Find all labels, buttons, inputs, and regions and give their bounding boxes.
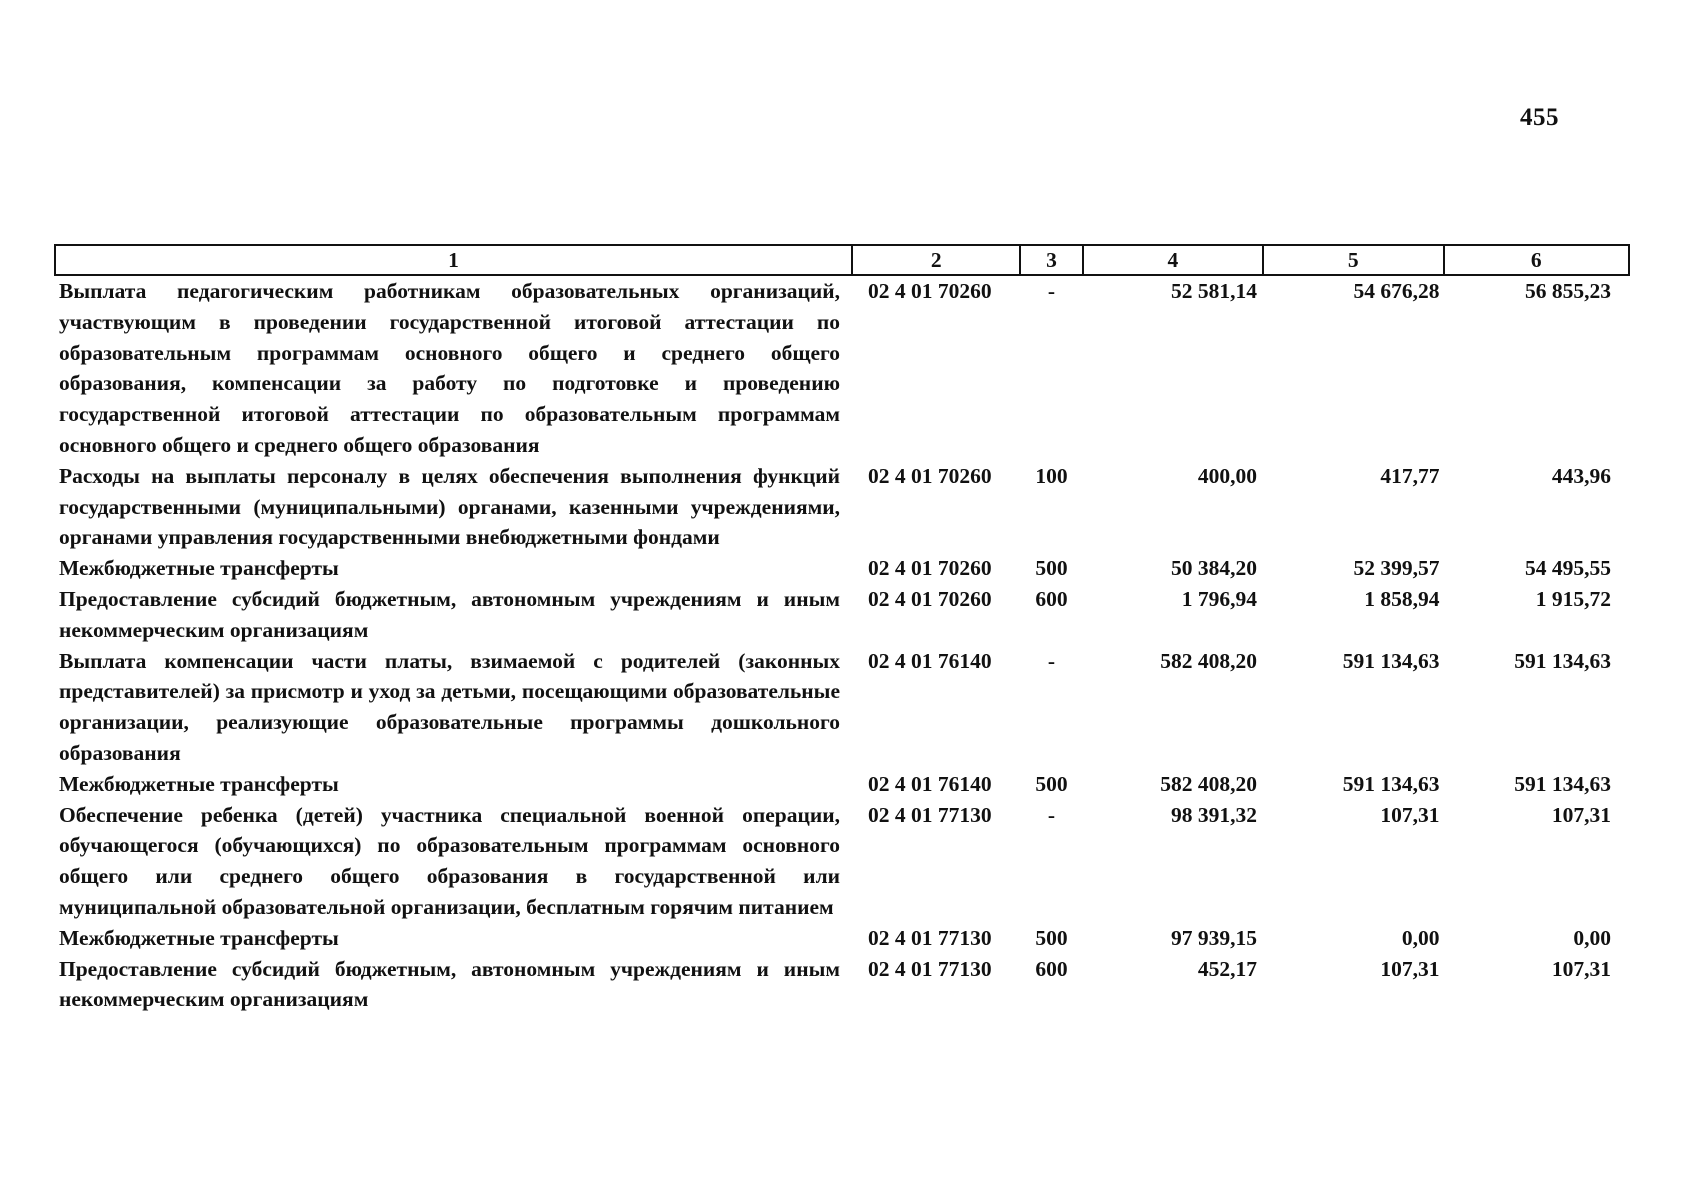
row-value-col5: 417,77 — [1380, 463, 1440, 488]
row-code: 02 4 01 76140 — [868, 771, 992, 796]
row-value-col4: 1 796,94 — [1181, 586, 1258, 611]
table-row — [55, 275, 1629, 461]
row-value-col5: 52 399,57 — [1353, 556, 1440, 581]
row-name: Межбюджетные трансферты — [59, 771, 339, 796]
row-value-col4: 97 939,15 — [1171, 925, 1258, 950]
row-value-col5: 591 134,63 — [1342, 648, 1440, 673]
row-name: Предоставление субсидий бюджетным, автономным учреждениям и иным некоммерческим организациям — [59, 956, 841, 1012]
column-header-5: 5 — [1263, 245, 1443, 275]
row-code: 02 4 01 77130 — [868, 802, 992, 827]
row-value-col6: 107,31 — [1551, 802, 1611, 827]
table-row — [55, 646, 1629, 769]
row-type: 100 — [1035, 463, 1068, 488]
row-value-col6: 107,31 — [1551, 956, 1611, 981]
row-value-col4: 50 384,20 — [1171, 556, 1258, 581]
row-value-col4: 582 408,20 — [1160, 771, 1258, 796]
row-value-col5: 0,00 — [1401, 925, 1440, 950]
row-value-col6: 443,96 — [1551, 463, 1611, 488]
row-name: Выплата педагогическим работникам образовательных организаций, участвующим в проведении государственной итоговой аттестации по образовательным программам основного общего и среднего общего образования, компенсации за работу по подготовке и проведению государственной итоговой аттестации по образовательным программам основного общего и среднего общего образования — [59, 279, 841, 457]
table-row — [55, 769, 1629, 800]
row-value-col5: 1 858,94 — [1364, 586, 1440, 611]
row-type: 500 — [1035, 556, 1068, 581]
row-name: Межбюджетные трансферты — [59, 925, 339, 950]
row-type: - — [1047, 279, 1056, 303]
column-header-4: 4 — [1083, 245, 1263, 275]
column-header-1: 1 — [55, 245, 852, 275]
row-name: Расходы на выплаты персоналу в целях обеспечения выполнения функций государственными (муниципальными) органами, казенными учреждениями, органами управления государственными внебюджетными фондами — [59, 463, 841, 550]
row-value-col6: 54 495,55 — [1525, 556, 1611, 581]
column-header-2: 2 — [852, 245, 1020, 275]
column-header-3: 3 — [1020, 245, 1082, 275]
row-code: 02 4 01 70260 — [868, 463, 992, 488]
row-value-col4: 582 408,20 — [1160, 648, 1258, 673]
row-code: 02 4 01 77130 — [868, 925, 992, 950]
row-type: - — [1047, 802, 1056, 827]
row-name: Предоставление субсидий бюджетным, автономным учреждениям и иным некоммерческим организациям — [59, 586, 841, 642]
row-name: Межбюджетные трансферты — [59, 556, 339, 581]
row-value-col6: 56 855,23 — [1525, 279, 1611, 303]
budget-table — [54, 244, 1630, 1015]
column-header-6: 6 — [1444, 245, 1630, 275]
row-value-col4: 452,17 — [1197, 956, 1258, 981]
row-code: 02 4 01 70260 — [868, 586, 992, 611]
table-row — [55, 923, 1629, 954]
table-header — [55, 245, 1629, 275]
row-value-col5: 54 676,28 — [1353, 279, 1440, 303]
row-code: 02 4 01 70260 — [868, 279, 992, 303]
table-row — [55, 800, 1629, 923]
row-value-col4: 400,00 — [1197, 463, 1258, 488]
row-value-col4: 52 581,14 — [1171, 279, 1258, 303]
row-value-col4: 98 391,32 — [1171, 802, 1258, 827]
row-code: 02 4 01 77130 — [868, 956, 992, 981]
table-row — [55, 584, 1629, 646]
row-value-col6: 0,00 — [1573, 925, 1611, 950]
row-type: 500 — [1035, 925, 1068, 950]
table-row — [55, 553, 1629, 584]
row-type: 500 — [1035, 771, 1068, 796]
row-code: 02 4 01 70260 — [868, 556, 992, 581]
row-value-col5: 107,31 — [1380, 802, 1440, 827]
row-type: - — [1047, 648, 1056, 673]
row-value-col5: 591 134,63 — [1342, 771, 1440, 796]
table-row — [55, 461, 1629, 553]
row-value-col6: 591 134,63 — [1514, 648, 1611, 673]
table-body — [55, 275, 1629, 1015]
row-name: Выплата компенсации части платы, взимаемой с родителей (законных представителей) за присмотр и уход за детьми, посещающими образовательные организации, реализующие образовательные программы дошкольного образования — [59, 648, 841, 765]
row-type: 600 — [1035, 586, 1068, 611]
table-row — [55, 954, 1629, 1016]
row-value-col5: 107,31 — [1380, 956, 1440, 981]
row-name: Обеспечение ребенка (детей) участника специальной военной операции, обучающегося (обучающихся) по образовательным программам основного общего или среднего общего образования в государственной или муниципальной образовательной организации, бесплатным горячим питанием — [59, 802, 841, 919]
row-type: 600 — [1035, 956, 1068, 981]
row-value-col6: 1 915,72 — [1535, 586, 1611, 611]
row-code: 02 4 01 76140 — [868, 648, 992, 673]
page-number: 455 — [1520, 104, 1559, 131]
header-row — [55, 245, 1629, 275]
row-value-col6: 591 134,63 — [1514, 771, 1611, 796]
